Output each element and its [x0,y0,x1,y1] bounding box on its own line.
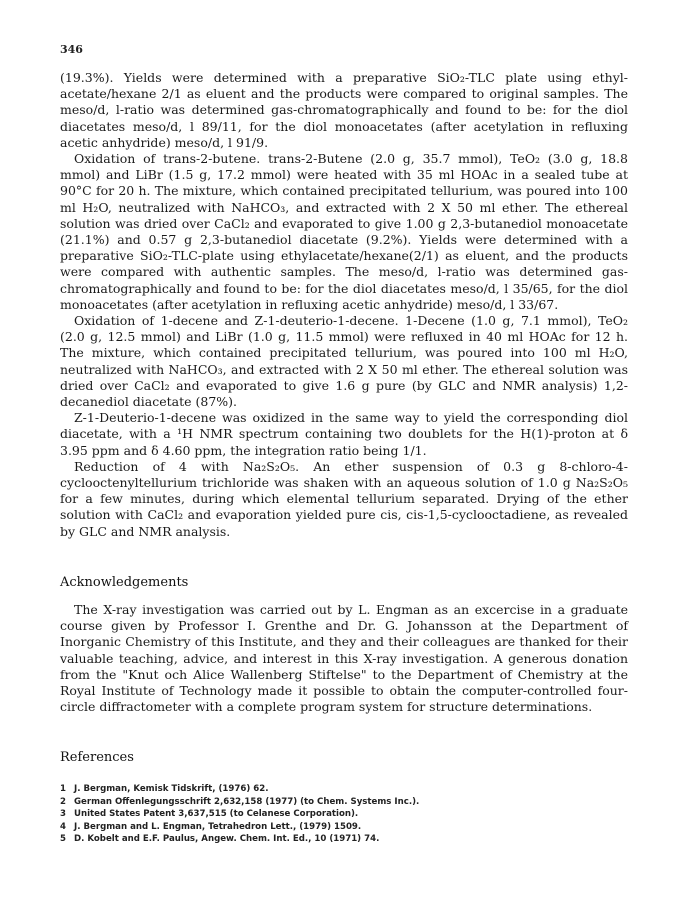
paragraph-trans-2-butene: Oxidation of trans-2-butene. trans-2-Butene (2.0 g, 35.7 mmol), TeO₂ (3.0 g, 18.8 mmol) and LiBr (1.5 g, 17.2 mmol) were heated with 35 ml HOAc in a sealed tube at 90°C for 20 h. The mixture, which contained precipitated tellurium, was poured into 100 ml H₂O, neutralized with NaHCO₃, and extracted with 2 X 50 ml ether. The ethereal solution was dried over CaCl₂ and evaporated to give 1.00 g 2,3-butanediol monoacetate (21.1%) and 0.57 g 2,3-butanediol diacetate (9.2%). Yields were determined with a preparative SiO₂-TLC-plate using ethylacetate/hexane(2/1) as eluent, and the products were compared with authentic samples. The meso/d, l-ratio was determined gas-chromatographically and found to be: for the diol diacetates meso/d, l 35/65, for the diol monoacetates (after acetylation in refluxing acetic anhydride) meso/d, l 33/67. [60,151,628,312]
reference-number: 2 [60,796,66,807]
reference-text: United States Patent 3,637,515 (to Celanese Corporation). [74,809,359,820]
reference-text: J. Bergman and L. Engman, Tetrahedron Lett., (1979) 1509. [74,821,362,832]
paragraph-deuterio-decene: Z-1-Deuterio-1-decene was oxidized in the same way to yield the corresponding diol diacetate, with a ¹H NMR spectrum containing two doublets for the H(1)-proton at δ 3.95 ppm and δ 4.60 ppm, the integration ratio being 1/1. [60,410,628,458]
reference-item [60,783,628,796]
paragraph-1-decene: Oxidation of 1-decene and Z-1-deuterio-1-decene. 1-Decene (1.0 g, 7.1 mmol), TeO₂ (2.0 g, 12.5 mmol) and LiBr (1.0 g, 11.5 mmol) were refluxed in 40 ml HOAc for 12 h. The mixture, which contained precipitated tellurium, was poured into 100 ml H₂O, neutralized with NaHCO₃, and extracted with 2 X 50 ml ether. The ethereal solution was dried over CaCl₂ and evaporated to give 1.6 g pure (by GLC and NMR analysis) 1,2-decanediol diacetate (87%). [60,313,628,410]
references-list [60,783,628,846]
references-heading: References [60,750,134,765]
reference-item [60,833,628,846]
reference-item [60,796,628,809]
reference-text: J. Bergman, Kemisk Tidskrift, (1976) 62. [74,784,269,794]
paragraph-continuation: (19.3%). Yields were determined with a preparative SiO₂-TLC plate using ethyl-acetate/hexane 2/1 as eluent and the products were compared to original samples. The meso/d, l-ratio was determined gas-chromatographically and found to be: for the diol diacetates meso/d, l 89/11, for the diol monoacetates (after acetylation in refluxing acetic anhydride) meso/d, l 91/9. [60,70,628,150]
paragraph-reduction: Reduction of 4 with Na₂S₂O₅. An ether suspension of 0.3 g 8-chloro-4-cyclooctenyltellurium trichloride was shaken with an aqueous solution of 1.0 g Na₂S₂O₅ for a few minutes, during which elemental tellurium separated. Drying of the ether solution with CaCl₂ and evaporation yielded pure cis, cis-1,5-cyclooctadiene, as revealed by GLC and NMR analysis. [60,458,628,539]
body-text [60,70,628,540]
reference-item [60,808,628,821]
page-number: 346 [60,43,83,56]
acknowledgements-heading: Acknowledgements [60,575,189,590]
reference-item [60,821,628,834]
reference-text: German Offenlegungsschrift 2,632,158 (1977) (to Chem. Systems Inc.). [74,796,420,807]
acknowledgements-text [60,602,628,715]
reference-number: 3 [60,809,66,820]
reference-text: D. Kobelt and E.F. Paulus, Angew. Chem. Int. Ed., 10 (1971) 74. [74,834,380,845]
reference-number: 1 [60,784,66,794]
reference-number: 5 [60,834,66,845]
acknowledgements-paragraph: The X-ray investigation was carried out by L. Engman as an excercise in a graduate course given by Professor I. Grenthe and Dr. G. Johansson at the Department of Inorganic Chemistry of this Institute, and they and their colleagues are thanked for their valuable teaching, advice, and interest in this X-ray investigation. A generous donation from the "Knut och Alice Wallenberg Stiftelse" to the Department of Chemistry at the Royal Institute of Technology made it possible to obtain the computer-controlled four-circle diffractometer with a complete program system for structure determinations. [60,602,628,715]
reference-number: 4 [60,821,66,832]
